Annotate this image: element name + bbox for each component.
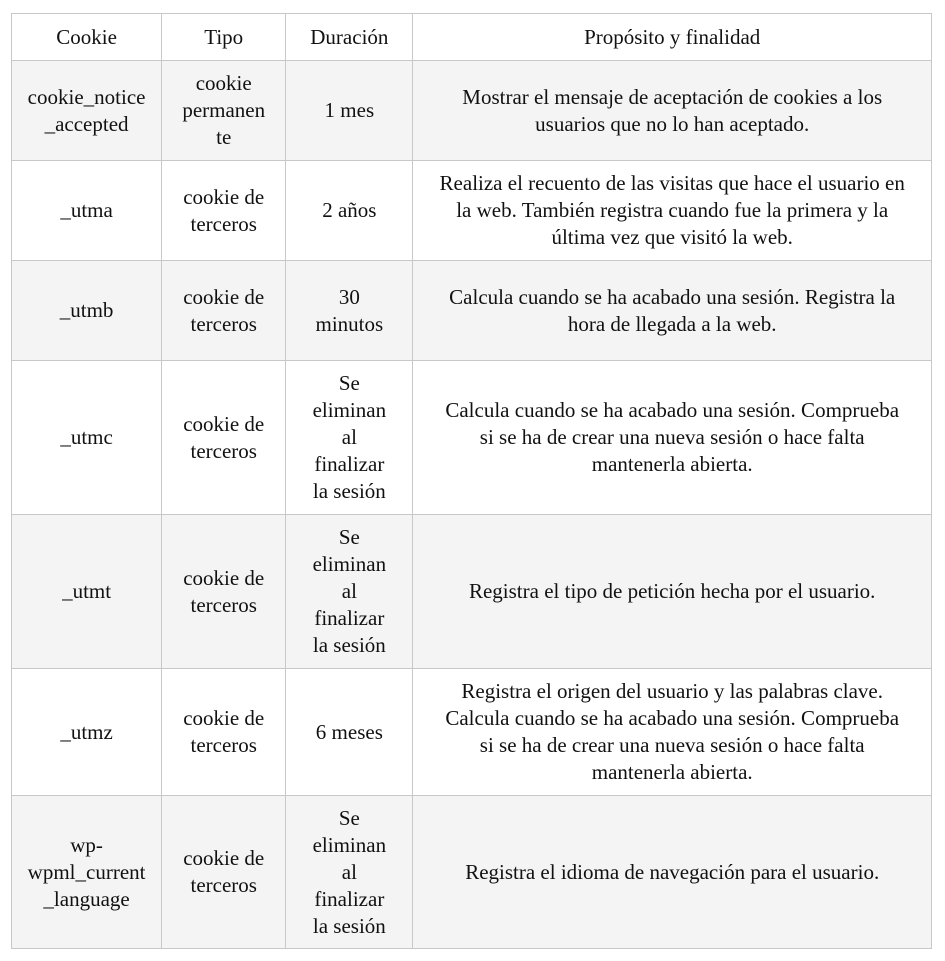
table-row (12, 161, 932, 261)
cookie-type-cell: cookie de terceros (162, 161, 286, 261)
table-row (12, 361, 932, 515)
cookie-type-cell: cookie de terceros (162, 669, 286, 796)
cookie-name-cell: _utmz (12, 669, 162, 796)
cookie-name-cell: _utmt (12, 515, 162, 669)
table-row (12, 261, 932, 361)
header-duracion: Duración (286, 14, 413, 61)
cookie-purpose-cell: Realiza el recuento de las visitas que hace el usuario en la web. También registra cuando fue la primera y la última vez que visitó la web. (413, 161, 932, 261)
header-proposito: Propósito y finalidad (413, 14, 932, 61)
cookie-duration-cell: Se eliminan al finalizar la sesión (286, 796, 413, 949)
cookie-type-cell: cookie de terceros (162, 515, 286, 669)
cookie-purpose-cell: Registra el tipo de petición hecha por el usuario. (413, 515, 932, 669)
cookie-name-cell: _utma (12, 161, 162, 261)
table-row (12, 61, 932, 161)
header-row (12, 14, 932, 61)
table-header (12, 14, 932, 61)
cookie-duration-cell: 2 años (286, 161, 413, 261)
cookie-name-cell: wp-wpml_current_language (12, 796, 162, 949)
cookie-purpose-cell: Calcula cuando se ha acabado una sesión. Comprueba si se ha de crear una nueva sesión o hace falta mantenerla abierta. (413, 361, 932, 515)
cookie-duration-cell: Se eliminan al finalizar la sesión (286, 515, 413, 669)
cookie-type-cell: cookie de terceros (162, 796, 286, 949)
cookie-table (11, 13, 932, 949)
cookie-type-cell: cookie de terceros (162, 261, 286, 361)
header-cookie: Cookie (12, 14, 162, 61)
cookie-duration-cell: 6 meses (286, 669, 413, 796)
cookie-duration-cell: 1 mes (286, 61, 413, 161)
cookie-type-cell: cookie permanente (162, 61, 286, 161)
table-body (12, 61, 932, 949)
cookie-name-cell: _utmb (12, 261, 162, 361)
cookie-purpose-cell: Mostrar el mensaje de aceptación de cookies a los usuarios que no lo han aceptado. (413, 61, 932, 161)
cookie-type-cell: cookie de terceros (162, 361, 286, 515)
table-row (12, 669, 932, 796)
table-row (12, 796, 932, 949)
header-tipo: Tipo (162, 14, 286, 61)
cookie-name-cell: _utmc (12, 361, 162, 515)
cookie-purpose-cell: Registra el idioma de navegación para el usuario. (413, 796, 932, 949)
table-row (12, 515, 932, 669)
cookie-duration-cell: Se eliminan al finalizar la sesión (286, 361, 413, 515)
cookie-purpose-cell: Calcula cuando se ha acabado una sesión. Registra la hora de llegada a la web. (413, 261, 932, 361)
cookie-name-cell: cookie_notice_accepted (12, 61, 162, 161)
cookie-duration-cell: 30 minutos (286, 261, 413, 361)
cookie-purpose-cell: Registra el origen del usuario y las palabras clave. Calcula cuando se ha acabado una sesión. Comprueba si se ha de crear una nueva sesión o hace falta mantenerla abierta. (413, 669, 932, 796)
